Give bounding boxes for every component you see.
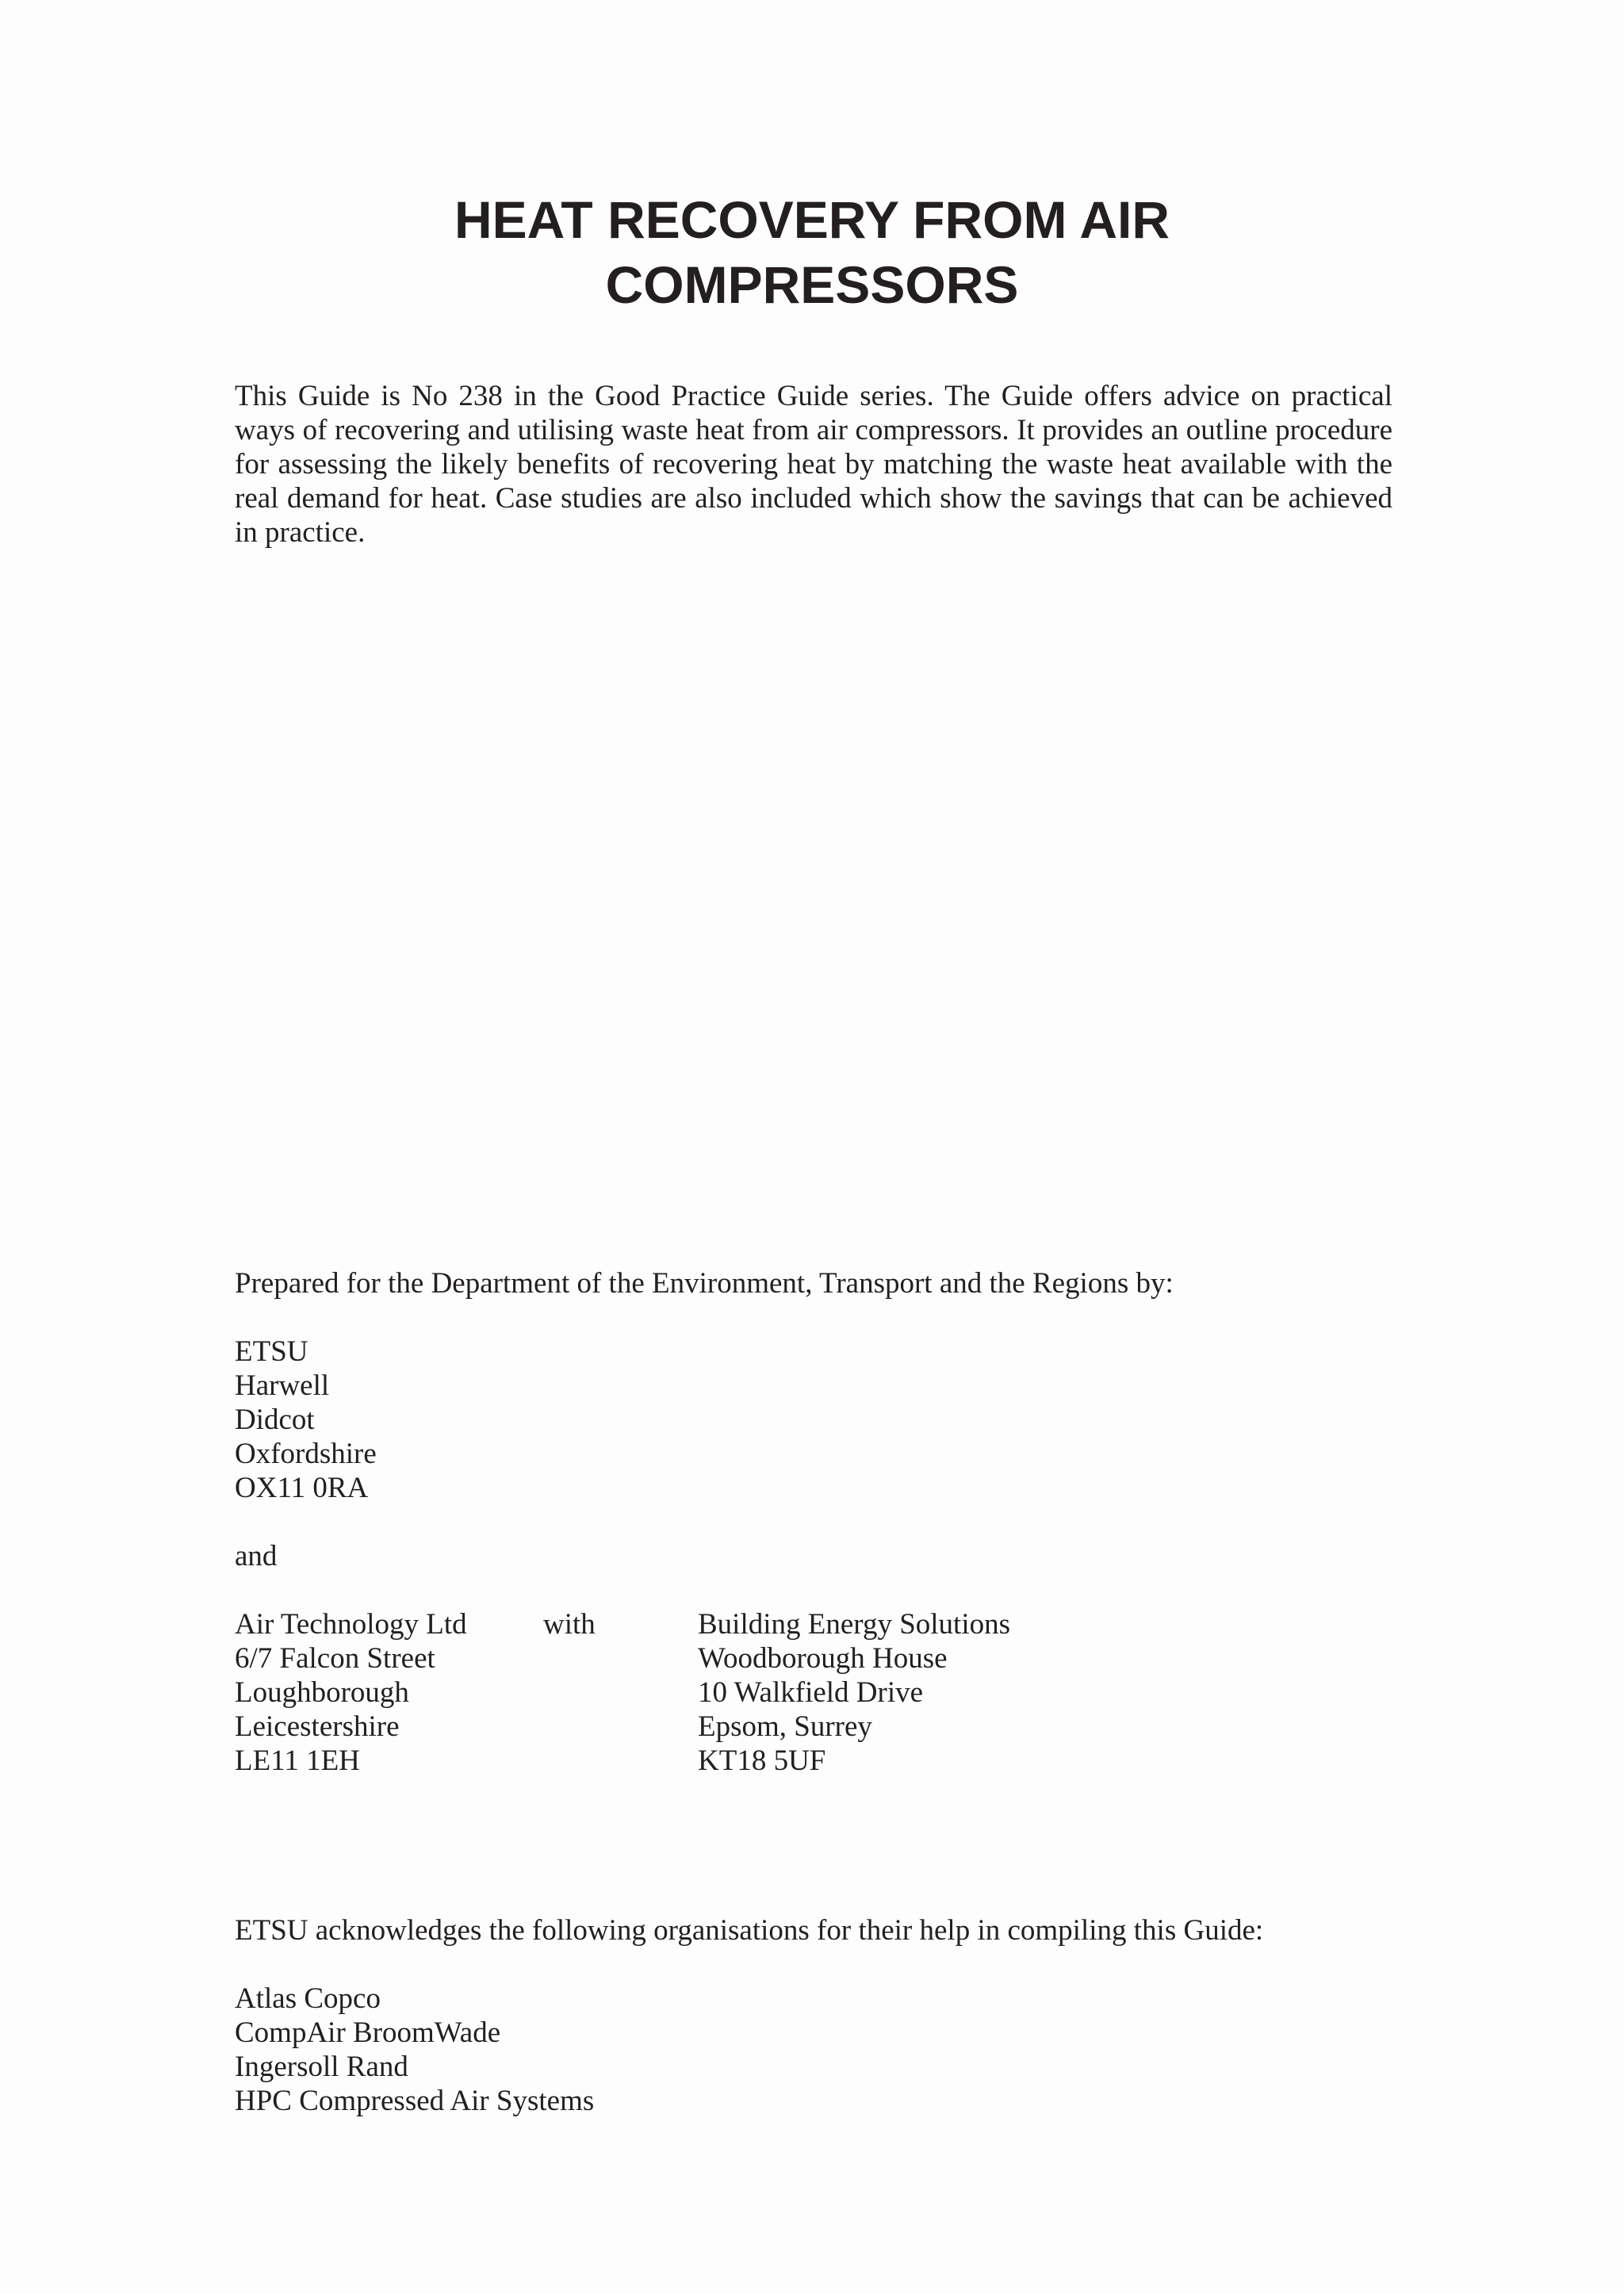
title-line-1: HEAT RECOVERY FROM AIR bbox=[454, 190, 1170, 249]
organisation-item: Ingersoll Rand bbox=[235, 2051, 408, 2083]
with-text: with bbox=[543, 1608, 596, 1641]
address-line: KT18 5UF bbox=[698, 1744, 826, 1777]
acknowledgement-line: ETSU acknowledges the following organisations for their help in compiling this Guide: bbox=[235, 1914, 1264, 1947]
address-line: Epsom, Surrey bbox=[698, 1710, 872, 1743]
address-line: Leicestershire bbox=[235, 1710, 400, 1743]
building-energy-address bbox=[698, 1607, 1010, 1778]
air-technology-address bbox=[235, 1607, 467, 1778]
organisation-item: HPC Compressed Air Systems bbox=[235, 2085, 595, 2117]
organisation-item: Atlas Copco bbox=[235, 1982, 381, 2015]
address-line: ETSU bbox=[235, 1335, 308, 1368]
address-line: LE11 1EH bbox=[235, 1744, 360, 1777]
address-line: Air Technology Ltd bbox=[235, 1608, 467, 1641]
page-title bbox=[0, 187, 1624, 317]
and-text: and bbox=[235, 1540, 278, 1572]
prepared-for-line: Prepared for the Department of the Environment, Transport and the Regions by: bbox=[235, 1267, 1174, 1300]
organisation-item: CompAir BroomWade bbox=[235, 2016, 501, 2049]
address-line: Harwell bbox=[235, 1369, 330, 1402]
address-line: Oxfordshire bbox=[235, 1438, 377, 1470]
address-line: Woodborough House bbox=[698, 1642, 948, 1675]
address-line: OX11 0RA bbox=[235, 1472, 369, 1504]
address-line: Loughborough bbox=[235, 1676, 409, 1709]
address-line: 10 Walkfield Drive bbox=[698, 1676, 924, 1709]
etsu-address bbox=[235, 1335, 377, 1505]
organisations-list bbox=[235, 1982, 594, 2118]
address-line: Didcot bbox=[235, 1404, 315, 1436]
title-line-2: COMPRESSORS bbox=[605, 255, 1019, 314]
intro-paragraph: This Guide is No 238 in the Good Practice Guide series. The Guide offers advice on practical ways of recovering and utilising waste heat from air compressors. It provides an outline procedure for assessing the likely benefits of recovering heat by matching the waste heat available with the real demand for heat. Case studies are also included which show the savings that can be achieved in practice. bbox=[235, 380, 1392, 549]
address-line: 6/7 Falcon Street bbox=[235, 1642, 435, 1675]
address-line: Building Energy Solutions bbox=[698, 1608, 1011, 1641]
